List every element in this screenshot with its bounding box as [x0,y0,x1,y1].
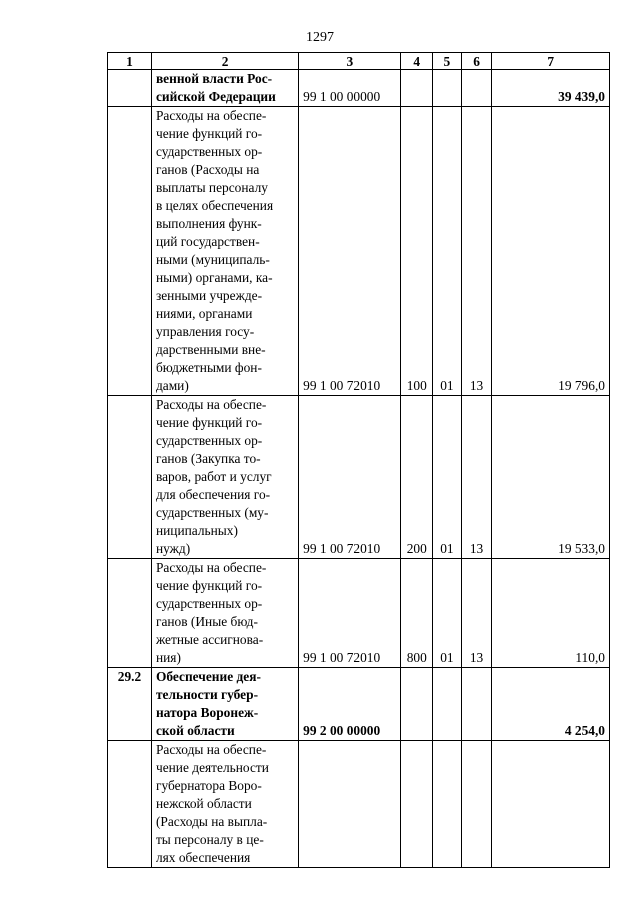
table-row [108,668,610,741]
header-cell: 5 [433,53,462,70]
row-number [108,396,152,559]
row-number [108,741,152,868]
row-amount [492,741,610,868]
row-code: 99 1 00 72010 [299,107,401,396]
row-amount: 4 254,0 [492,668,610,741]
row-col6: 13 [461,396,492,559]
row-col4 [401,668,433,741]
header-cell: 1 [108,53,152,70]
page-number: 1297 [306,30,334,45]
row-code: 99 2 00 00000 [299,668,401,741]
row-code: 99 1 00 00000 [299,70,401,107]
table-row [108,741,610,868]
row-description: Расходы на обеспе- чение функций го- сударственных ор- ганов (Расходы на выплаты персоналу в целях обеспечения выполнения функ- ций государствен- ными (муниципаль- ными) органами, ка- зенными учрежде- ниями, органами управления госу- дарственными вне- бюджетными фон- дами) [151,107,298,396]
table-row [108,70,610,107]
row-amount: 110,0 [492,559,610,668]
row-code: 99 1 00 72010 [299,559,401,668]
row-number [108,107,152,396]
row-col5: 01 [433,396,462,559]
row-col4: 800 [401,559,433,668]
row-number [108,559,152,668]
row-col6 [461,741,492,868]
table-row [108,559,610,668]
row-col5 [433,741,462,868]
row-description: Расходы на обеспе- чение функций го- сударственных ор- ганов (Закупка то- варов, работ и услуг для обеспечения го- сударственных (му- ниципальных) нужд) [151,396,298,559]
row-code: 99 1 00 72010 [299,396,401,559]
row-col4: 100 [401,107,433,396]
row-col5 [433,70,462,107]
budget-table [107,52,610,868]
row-code [299,741,401,868]
row-col4: 200 [401,396,433,559]
row-col5: 01 [433,107,462,396]
row-amount: 19 796,0 [492,107,610,396]
row-col5: 01 [433,559,462,668]
row-number [108,70,152,107]
row-col6: 13 [461,559,492,668]
row-description: Обеспечение дея- тельности губер- натора Воронеж- ской области [151,668,298,741]
table-row [108,107,610,396]
row-col6 [461,668,492,741]
row-description: Расходы на обеспе- чение деятельности губернатора Воро- нежской области (Расходы на выпла- ты персоналу в це- лях обеспечения [151,741,298,868]
row-amount: 19 533,0 [492,396,610,559]
header-cell: 6 [461,53,492,70]
header-cell: 7 [492,53,610,70]
header-cell: 3 [299,53,401,70]
row-description: Расходы на обеспе- чение функций го- сударственных ор- ганов (Иные бюд- жетные ассигнова- ния) [151,559,298,668]
row-col6 [461,70,492,107]
row-col4 [401,741,433,868]
row-amount: 39 439,0 [492,70,610,107]
row-col4 [401,70,433,107]
row-description: венной власти Рос- сийской Федерации [151,70,298,107]
header-cell: 2 [151,53,298,70]
header-cell: 4 [401,53,433,70]
row-number: 29.2 [108,668,152,741]
table-header-row [108,53,610,70]
table-row [108,396,610,559]
row-col6: 13 [461,107,492,396]
row-col5 [433,668,462,741]
